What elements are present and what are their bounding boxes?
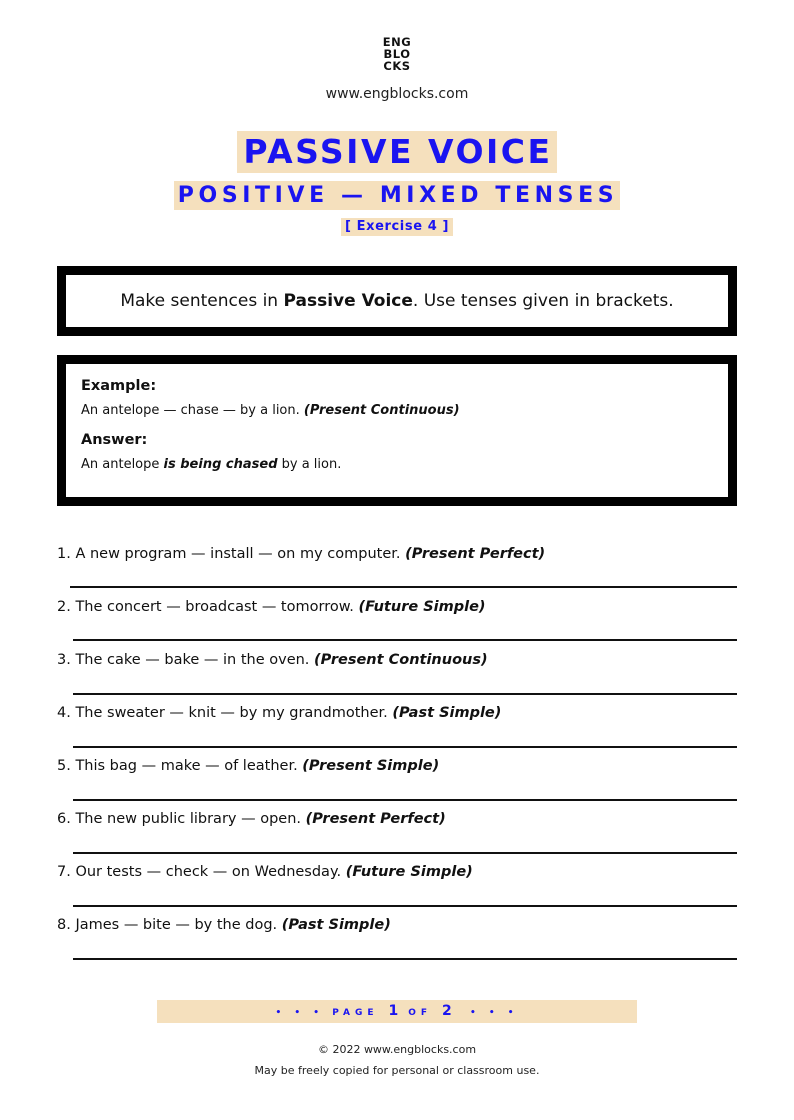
page-dots-left: • • •: [275, 1008, 325, 1018]
answer-line[interactable]: [73, 905, 737, 907]
answer-line[interactable]: [73, 799, 737, 801]
exercise-item: [57, 862, 737, 882]
logo-line: BLO: [383, 47, 411, 61]
exercise-item: [57, 703, 737, 723]
exercise-item: [57, 809, 737, 829]
logo-line: CKS: [383, 59, 411, 73]
example-heading: Example:: [81, 378, 157, 394]
total-pages: 2: [442, 1003, 452, 1019]
answer-heading: Answer:: [81, 432, 148, 448]
item-tense: (Present Perfect): [405, 546, 546, 562]
answer-line[interactable]: [73, 746, 737, 748]
example-sentence: An antelope — chase — by a lion. (Present Continuous): [81, 403, 460, 418]
item-text: 3. The cake — bake — in the oven. (Present Continuous): [57, 652, 488, 668]
answer-line[interactable]: [73, 639, 737, 641]
item-text: 8. James — bite — by the dog. (Past Simple): [57, 917, 391, 933]
page-word: PAGE: [332, 1008, 379, 1018]
item-tense: (Past Simple): [281, 917, 391, 933]
answer-line[interactable]: [73, 693, 737, 695]
instruction-box: [57, 266, 737, 336]
item-tense: (Present Simple): [302, 758, 440, 774]
item-text: 5. This bag — make — of leather. (Present Simple): [57, 758, 440, 774]
item-tense: (Present Continuous): [314, 652, 488, 668]
item-text: 1. A new program — install — on my computer. (Present Perfect): [57, 546, 546, 562]
exercise-item: [57, 650, 737, 670]
item-text: 6. The new public library — open. (Present Perfect): [57, 811, 446, 827]
exercise-label: [ Exercise 4 ]: [341, 218, 453, 236]
license-text: May be freely copied for personal or classroom use.: [254, 1064, 540, 1077]
answer-sentence: An antelope is being chased by a lion.: [81, 457, 342, 472]
item-text: 2. The concert — broadcast — tomorrow. (Future Simple): [57, 599, 486, 615]
instruction-emphasis: Passive Voice: [283, 291, 413, 311]
answer-emphasis: is being chased: [163, 457, 278, 472]
item-tense: (Past Simple): [392, 705, 502, 721]
exercise-item: [57, 544, 737, 564]
of-word: OF: [408, 1008, 433, 1018]
exercise-item: [57, 597, 737, 617]
page-number: 1: [388, 1003, 399, 1019]
item-text: 7. Our tests — check — on Wednesday. (Future Simple): [57, 864, 473, 880]
answer-line[interactable]: [73, 852, 737, 854]
item-tense: (Future Simple): [358, 599, 486, 615]
example-tense: (Present Continuous): [303, 403, 460, 418]
exercise-item: [57, 756, 737, 776]
logo-line: ENG: [382, 35, 412, 49]
item-text: 4. The sweater — knit — by my grandmother. (Past Simple): [57, 705, 502, 721]
item-tense: (Future Simple): [345, 864, 473, 880]
worksheet-subtitle: POSITIVE — MIXED TENSES: [174, 181, 620, 210]
item-tense: (Present Perfect): [305, 811, 446, 827]
instruction-text: Make sentences in Passive Voice. Use tenses given in brackets.: [120, 291, 674, 311]
exercise-item: [57, 915, 737, 935]
site-url: www.engblocks.com: [325, 86, 469, 102]
answer-line[interactable]: [73, 958, 737, 960]
page-dots-right: • • •: [469, 1008, 519, 1018]
worksheet-title: PASSIVE VOICE: [237, 131, 556, 173]
example-box: [57, 355, 737, 506]
page-indicator: [157, 1000, 637, 1023]
engblocks-logo: [0, 36, 794, 72]
copyright-text: © 2022 www.engblocks.com: [317, 1043, 477, 1056]
answer-line[interactable]: [70, 586, 737, 588]
